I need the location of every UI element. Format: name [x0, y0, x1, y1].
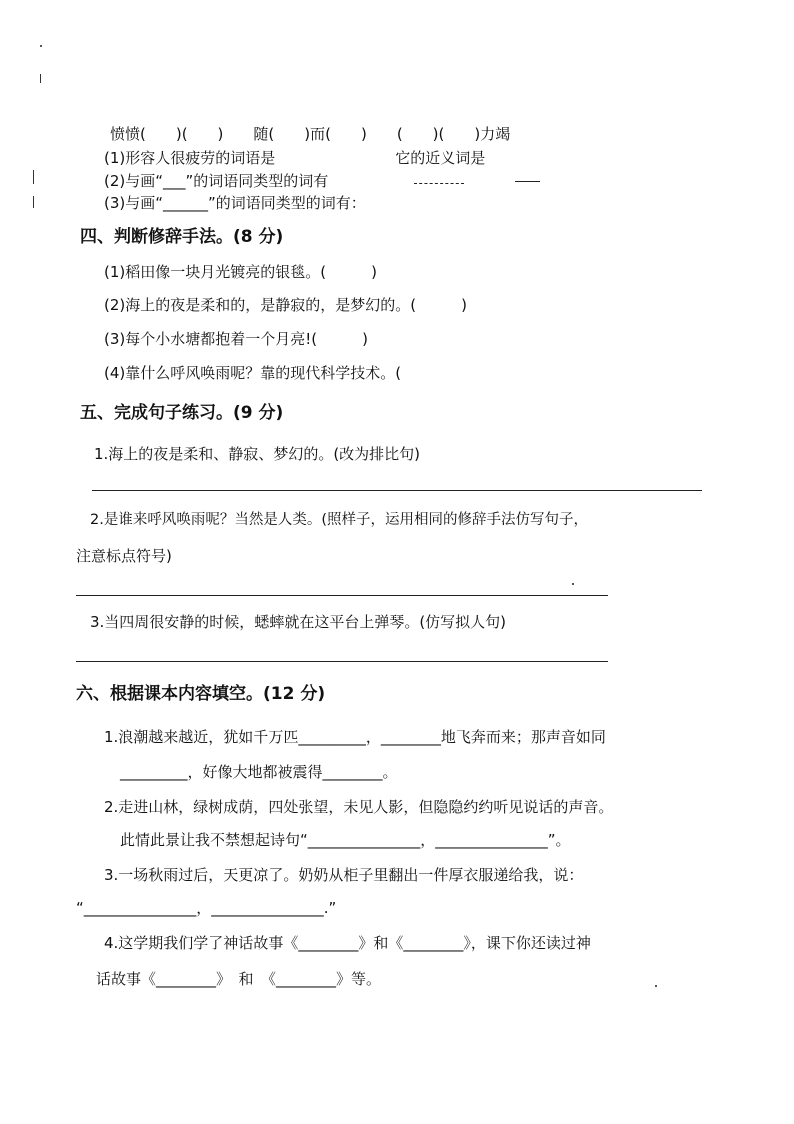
section-6-title: 六、根据课本内容填空。(12 分)	[76, 684, 326, 704]
section-4-item-2: (2)海上的夜是柔和的，是静寂的，是梦幻的。( )	[104, 296, 467, 314]
scan-mark	[655, 985, 657, 987]
answer-line	[76, 595, 608, 596]
section-5-question-2: 2.是谁来呼风唤雨呢？当然是人类。(照样子，运用相同的修辞手法仿写句子，	[90, 512, 588, 528]
section-6-question-1: 1.浪潮越来越近，犹如千万匹_________，________地飞奔而来；那声音如同	[104, 728, 606, 746]
section-5-question-1: 1.海上的夜是柔和、静寂、梦幻的。(改为排比句)	[94, 445, 421, 463]
idiom-fill-line: 愤愤( )( ) 随( )而( ) ( )( )力竭	[110, 125, 511, 143]
answer-line	[92, 490, 702, 491]
section-6-question-1-cont: _________，好像大地都被震得________。	[120, 763, 398, 781]
section-4-item-1: (1)稻田像一块月光镀亮的银毯。( )	[104, 263, 377, 281]
answer-line	[414, 183, 464, 184]
section-6-question-3-cont: “_______________，_______________.”	[76, 899, 337, 917]
section-5-title: 五、完成句子练习。(9 分)	[80, 403, 284, 423]
section-6-question-3: 3.一场秋雨过后，天更凉了。奶奶从柜子里翻出一件厚衣服递给我，说：	[104, 866, 584, 884]
q3-sub-question-3: (3)与画“______”的词语同类型的词有：	[104, 194, 366, 212]
scan-mark	[33, 170, 34, 184]
section-6-question-4-cont: 话故事《________》 和 《________》等。	[96, 970, 382, 988]
section-4-item-4: (4)靠什么呼风唤雨呢？靠的现代科学技术。(	[104, 364, 402, 382]
section-4-item-3: (3)每个小水塘都抱着一个月亮!( )	[104, 330, 368, 348]
section-6-question-4: 4.这学期我们学了神话故事《________》和《________》，课下你还读过神	[104, 934, 591, 952]
answer-line	[76, 661, 608, 662]
q3-sub-question-1: (1)形容人很疲劳的词语是 它的近义词是	[104, 149, 486, 167]
section-6-question-2: 2.走进山林，绿树成荫，四处张望，未见人影，但隐隐约约听见说话的声音。	[104, 798, 614, 816]
q3-sub-question-2: (2)与画“___”的词语同类型的词有	[104, 172, 329, 190]
scan-mark	[40, 45, 42, 47]
scan-mark	[572, 583, 574, 585]
section-5-question-2-cont: 注意标点符号)	[76, 547, 172, 565]
section-6-question-2-cont: 此情此景让我不禁想起诗句“_______________，_______________”。	[120, 831, 571, 849]
scan-mark	[40, 74, 41, 83]
scan-mark	[33, 196, 34, 208]
section-5-question-3: 3.当四周很安静的时候，蟋蟀就在这平台上弹琴。(仿写拟人句)	[90, 613, 507, 631]
section-4-title: 四、判断修辞手法。(8 分)	[80, 227, 284, 247]
answer-line	[515, 181, 540, 182]
